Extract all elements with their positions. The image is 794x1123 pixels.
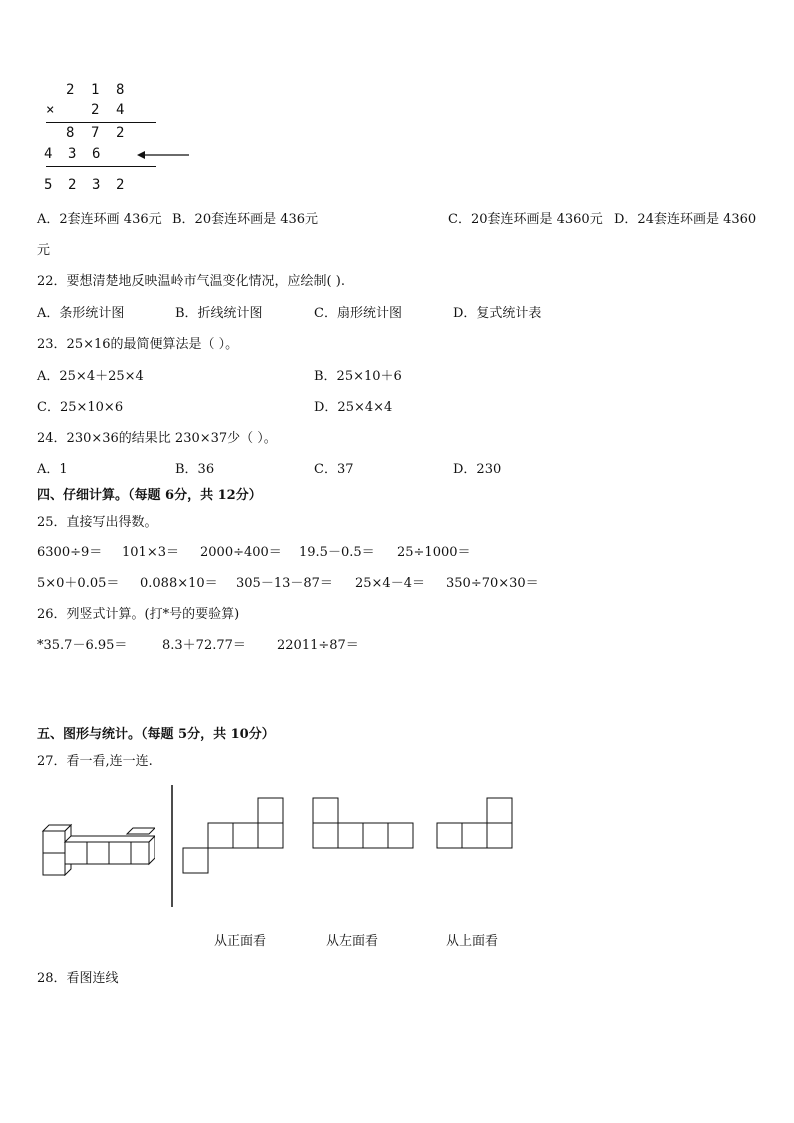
caption-front-view: 从正面看 [214, 934, 267, 949]
q22-option-a: A．条形统计图 [37, 306, 125, 321]
question-23: 23．25×16的最简便算法是（ ）。 [37, 337, 239, 352]
question-22: 22．要想清楚地反映温岭市气温变化情况，应绘制( ). [37, 274, 345, 289]
calc-item: 5×0＋0.05＝ [37, 576, 120, 591]
digit: 8 [116, 82, 125, 98]
digit: 3 [68, 146, 77, 162]
digit: 2 [91, 102, 100, 118]
view-shape-2 [312, 797, 414, 850]
q21-option-a: A．2套连环画 436元 [37, 212, 162, 227]
q24-option-a: A．1 [37, 462, 68, 477]
caption-left-view: 从左面看 [326, 934, 379, 949]
caption-top-view: 从上面看 [446, 934, 499, 949]
calc-item: 19.5－0.5＝ [299, 545, 375, 560]
question-26: 26．列竖式计算。(打*号的要验算) [37, 607, 240, 622]
q22-option-d: D．复式统计表 [453, 306, 542, 321]
digit: 7 [91, 125, 100, 141]
question-25: 25．直接写出得数。 [37, 515, 158, 530]
q22-option-c: C．扇形统计图 [314, 306, 402, 321]
section-4-title: 四、仔细计算。（每题 6分，共 12分） [37, 488, 262, 503]
q23-option-a: A．25×4＋25×4 [37, 369, 144, 384]
question-27: 27．看一看,连一连. [37, 754, 153, 769]
view-shape-3 [436, 797, 513, 850]
calc-item: 25×4－4＝ [355, 576, 425, 591]
q24-option-d: D．230 [453, 462, 502, 477]
digit: 8 [66, 125, 75, 141]
arrow-left-icon [135, 148, 195, 162]
q23-option-b: B．25×10＋6 [314, 369, 402, 384]
calc-item: 8.3＋72.77＝ [162, 638, 246, 653]
digit: 2 [116, 125, 125, 141]
rule-line [46, 166, 156, 167]
calc-item: 25÷1000＝ [397, 545, 471, 560]
multiply-sign: × [46, 102, 55, 118]
calc-item: 101×3＝ [122, 545, 179, 560]
q24-option-b: B．36 [175, 462, 215, 477]
calc-item: 305－13－87＝ [236, 576, 333, 591]
calc-item: 2000÷400＝ [200, 545, 282, 560]
calc-item: 350÷70×30＝ [446, 576, 539, 591]
digit: 4 [44, 146, 53, 162]
digit: 5 [44, 177, 53, 193]
rule-line [46, 122, 156, 123]
view-shape-1 [182, 797, 284, 875]
q21-option-b: B．20套连环画是 436元 [172, 212, 319, 227]
digit: 1 [91, 82, 100, 98]
q23-option-c: C．25×10×6 [37, 400, 124, 415]
q24-option-c: C．37 [314, 462, 354, 477]
q21-option-d: D．24套连环画是 4360 [614, 212, 757, 227]
calc-item: 0.088×10＝ [140, 576, 218, 591]
q21-option-d-tail: 元 [37, 243, 51, 258]
vertical-multiplication [36, 82, 206, 197]
digit: 6 [92, 146, 101, 162]
section-5-title: 五、图形与统计。（每题 5分，共 10分） [37, 727, 275, 742]
digit: 2 [68, 177, 77, 193]
question-24: 24．230×36的结果比 230×37少（ ）。 [37, 431, 277, 446]
digit: 2 [66, 82, 75, 98]
q23-option-d: D．25×4×4 [314, 400, 393, 415]
digit: 4 [116, 102, 125, 118]
calc-item: *35.7－6.95＝ [37, 638, 128, 653]
digit: 2 [116, 177, 125, 193]
q22-option-b: B．折线统计图 [175, 306, 263, 321]
cube-figure [40, 820, 155, 876]
calc-item: 22011÷87＝ [277, 638, 359, 653]
question-28: 28．看图连线 [37, 971, 119, 986]
calc-item: 6300÷9＝ [37, 545, 103, 560]
q21-option-c: C．20套连环画是 4360元 [448, 212, 603, 227]
digit: 3 [92, 177, 101, 193]
divider-line [170, 785, 174, 907]
